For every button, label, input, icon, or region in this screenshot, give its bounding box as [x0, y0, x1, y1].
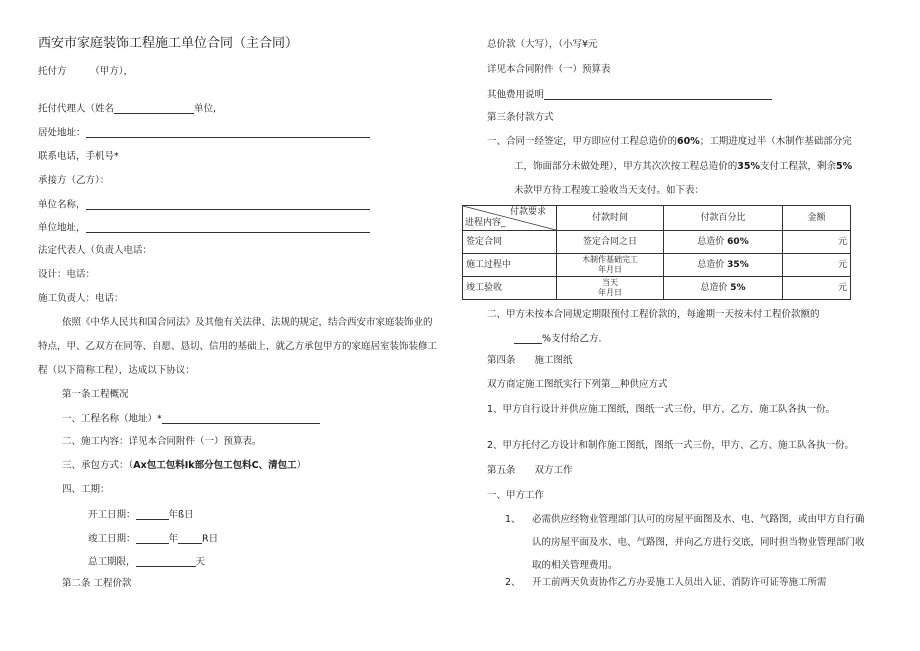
article-5-heading: 第五条 双方工作 — [487, 465, 573, 476]
unit-address-blank — [86, 222, 370, 233]
party-a-duties-heading: 一、甲方工作 — [487, 490, 545, 501]
agent-unit-label: 单位, — [194, 103, 217, 115]
header-amount: 金额 — [783, 206, 851, 231]
row-amount: 元 — [783, 254, 851, 277]
table-header-row — [463, 206, 851, 231]
drawings-method-line: 双方商定施工图纸实行下列第＿种供应方式 — [487, 379, 668, 390]
duration-heading: 四、工期： — [62, 484, 110, 495]
agent-label: 托付代理人（姓名 — [38, 103, 115, 115]
payment-clause-1b-mid: 支付工程款，剩余 — [760, 161, 837, 172]
project-name-line — [62, 413, 320, 424]
row-percent-prefix: 总造价 — [700, 282, 728, 293]
finish-day-unit: R日 — [202, 533, 219, 545]
client-line: 托付方 （甲方）， — [38, 66, 134, 77]
project-name-label: 一、工程名称（地址）* — [62, 413, 162, 425]
header-pay-percent: 付款百分比 — [664, 206, 783, 231]
row-amount: 元 — [783, 231, 851, 254]
contract-mode-label: 三、承包方式：（ — [62, 460, 134, 471]
article-2-heading: 第二条 工程价款 — [62, 578, 132, 589]
late-payment-pct-text: %支付给乙方. — [542, 333, 602, 345]
payment-schedule-table — [462, 205, 851, 300]
contract-mode-options: Ax包工包料Ik部分包工包料C、清包工 — [133, 460, 297, 471]
contract-mode-line — [62, 461, 306, 471]
table-row — [463, 277, 851, 300]
unit-name-line — [38, 199, 370, 210]
table-row — [463, 254, 851, 277]
address-blank — [86, 127, 370, 138]
contractor-line: 承接方（乙方）： — [38, 175, 110, 186]
payment-clause-1b — [514, 162, 852, 172]
payment-clause-1a-text: 一、合同一经签定，甲方即应付工程总造价的 — [487, 136, 678, 147]
finish-year-unit: 年 — [168, 533, 179, 545]
duty-2-line-1: 开工前两天负责协作乙方办妥施工人员出入证、消防许可证等施工所需 — [532, 577, 827, 588]
row-amount: 元 — [783, 277, 851, 300]
total-duration-line — [88, 556, 205, 567]
article-1-heading: 第一条工程概况 — [62, 389, 129, 400]
late-payment-line-1: 二、甲方未按本合同规定期限预付工程价款的，每逾期一天按未付工程价款额的 — [487, 309, 820, 320]
header-progress: 进程内容_ — [465, 218, 506, 228]
other-fees-blank — [544, 89, 772, 100]
duty-1-number: 1、 — [505, 514, 521, 525]
duty-2-number: 2、 — [505, 577, 521, 588]
design-line: 设计：电话： — [38, 269, 96, 280]
payment-pct-60: 60% — [677, 136, 700, 147]
row-time-line-1: 木制作基础完工 — [582, 255, 638, 264]
start-day-unit: ß日 — [178, 509, 194, 521]
duty-1-line-2: 认的房屋平面及水、电、气路图，并向乙方进行交底，同时担当物业管理部门收 — [532, 537, 865, 548]
unit-address-label: 单位地址， — [38, 222, 86, 234]
duty-1-line-3: 取的相关管理费用。 — [532, 560, 618, 571]
late-payment-line-2 — [514, 333, 602, 344]
start-year-blank — [136, 509, 169, 520]
finish-date-line — [88, 533, 218, 544]
unit-name-label: 单位名称， — [38, 199, 86, 211]
row-time-line-1: 当天 — [602, 278, 618, 287]
preamble-line-1: 依照《中华人民共和国合同法》及其他有关法律、法规的规定，结合西安市家庭装饰业的 — [62, 317, 433, 328]
payment-clause-1a-end: ；工期进度过半（木制作基础部分完 — [699, 136, 852, 147]
payment-clause-1b-text: 工，饰面部分未做处理），甲方其次次按工程总造价的 — [514, 161, 738, 172]
preamble-line-3: 程（以下简称工程），达成以下协议： — [38, 365, 195, 376]
contract-title: 西安市家庭装饰工程施工单位合同（主合同） — [38, 36, 299, 51]
agent-name-blank — [114, 103, 194, 114]
unit-address-line — [38, 222, 370, 233]
budget-detail-line: 详见本合同附件（一）预算表 — [487, 64, 611, 75]
phone-line: 联系电话，手机号* — [38, 151, 119, 162]
row-percent-value: 5% — [730, 282, 746, 293]
row-percent-prefix: 总造价 — [697, 259, 725, 270]
late-payment-pct-blank — [514, 333, 542, 344]
finish-year-blank — [136, 533, 169, 544]
row-time — [557, 254, 664, 277]
row-stage: 签定合同 — [463, 231, 557, 254]
header-pay-time: 付款时间 — [557, 206, 664, 231]
row-percent — [664, 277, 783, 300]
other-fees-line — [487, 89, 772, 100]
finish-month-blank — [178, 533, 202, 544]
address-line — [38, 127, 370, 138]
row-time-line-2: 年月日 — [598, 265, 622, 274]
header-pay-requirement: 付款要求 — [509, 207, 546, 217]
contract-mode-close: ） — [296, 460, 307, 471]
row-percent — [664, 231, 783, 254]
row-percent-prefix: 总造价 — [697, 236, 725, 247]
row-time — [557, 277, 664, 300]
row-stage: 竣工验收 — [463, 277, 557, 300]
site-manager-line: 施工负责人：电话： — [38, 293, 124, 304]
table-row — [463, 231, 851, 254]
payment-clause-1a — [487, 137, 852, 147]
duty-1-line-1: 必需供应经物业管理部门认可的房屋平面图及水、电、气路图，或由甲方自行确 — [532, 514, 865, 525]
work-content-line: 二、施工内容：详见本合同附件（一）预算表。 — [62, 436, 262, 447]
start-date-line — [88, 509, 194, 520]
payment-clause-1c: 未款甲方待工程竣工验收当天支付。如下表： — [514, 185, 705, 196]
finish-date-label: 竣工日期： — [88, 533, 136, 545]
drawings-option-2: 2、甲方托付乙方设计和制作施工图纸，图纸一式三份，甲方、乙方、施工队各执一份。 — [487, 440, 855, 451]
article-3-heading: 第三条付款方式 — [487, 112, 554, 123]
row-percent — [664, 254, 783, 277]
row-percent-value: 60% — [727, 236, 749, 247]
other-fees-label: 其他费用说明 — [487, 89, 545, 101]
unit-name-blank — [86, 199, 370, 210]
total-price-line: 总价款（大写），（小写¥元 — [487, 39, 598, 50]
drawings-option-1: 1、甲方自行设计并供应施工图纸，图纸一式三份，甲方、乙方、施工队各执一份。 — [487, 404, 836, 415]
row-time-line-2: 年月日 — [598, 288, 622, 297]
address-label: 居处地址： — [38, 127, 86, 139]
article-4-heading: 第四条 施工图纸 — [487, 355, 573, 366]
payment-pct-35: 35% — [737, 161, 761, 172]
total-days-unit: 天 — [195, 556, 206, 568]
start-date-label: 开工日期： — [88, 509, 136, 521]
table-header-diagonal-cell — [463, 206, 557, 231]
total-duration-label: 总工期限， — [88, 556, 136, 568]
preamble-line-2: 特点，甲、乙双方在同等、自愿、恳切、信用的基础上，就乙方承包甲方的家庭居室装饰装修工 — [38, 341, 438, 352]
total-days-blank — [136, 556, 196, 567]
legal-rep-line: 法定代表人（负责人电话： — [38, 245, 153, 256]
row-stage: 施工过程中 — [463, 254, 557, 277]
project-name-blank — [162, 413, 320, 424]
payment-pct-5: 5% — [836, 161, 853, 172]
start-year-unit: 年 — [168, 509, 179, 521]
row-percent-value: 35% — [727, 259, 749, 270]
agent-line — [38, 103, 216, 114]
row-time: 签定合同之日 — [557, 231, 664, 254]
